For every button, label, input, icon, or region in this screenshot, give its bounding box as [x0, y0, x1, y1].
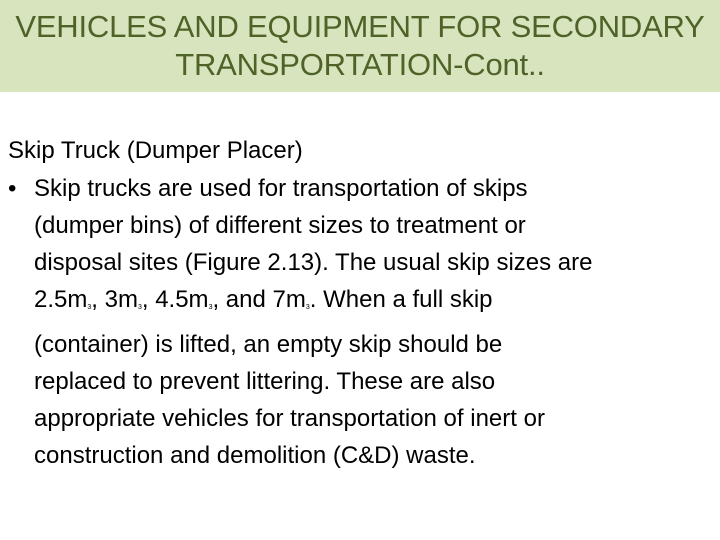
body-line-7: appropriate vehicles for transportation of inert or [34, 405, 545, 432]
bullet-icon: • [8, 175, 17, 202]
body-line-3: disposal sites (Figure 2.13). The usual skip sizes are [34, 249, 593, 276]
title-line-1: VEHICLES AND EQUIPMENT FOR SECONDARY [15, 9, 705, 44]
body-line-5: (container) is lifted, an empty skip should be [34, 331, 503, 358]
body-line-4-end: . When a full skip [309, 286, 493, 313]
body-line-1: Skip trucks are used for transportation of skips [34, 175, 528, 202]
skip-size-4: , and 7m [212, 286, 306, 313]
body-line-4 [34, 281, 708, 326]
skip-size-3: , 4.5m [141, 286, 209, 313]
body-line-2: (dumper bins) of different sizes to treatment or [34, 212, 526, 239]
body-line-8: construction and demolition (C&D) waste. [34, 442, 476, 469]
title-banner [0, 0, 720, 92]
unit-subscript: 3 [305, 304, 310, 311]
title-line-2: TRANSPORTATION-Cont.. [175, 47, 545, 82]
body-line-6: replaced to prevent littering. These are also [34, 368, 496, 395]
content-area [8, 132, 708, 474]
section-heading: Skip Truck (Dumper Placer) [8, 137, 303, 164]
unit-subscript: 3 [137, 304, 142, 311]
bullet-text [34, 170, 708, 474]
bullet-item [8, 170, 708, 474]
skip-size-1: 2.5m [34, 286, 88, 313]
skip-size-2: , 3m [91, 286, 138, 313]
unit-subscript: 3 [208, 304, 213, 311]
unit-subscript: 3 [87, 304, 92, 311]
